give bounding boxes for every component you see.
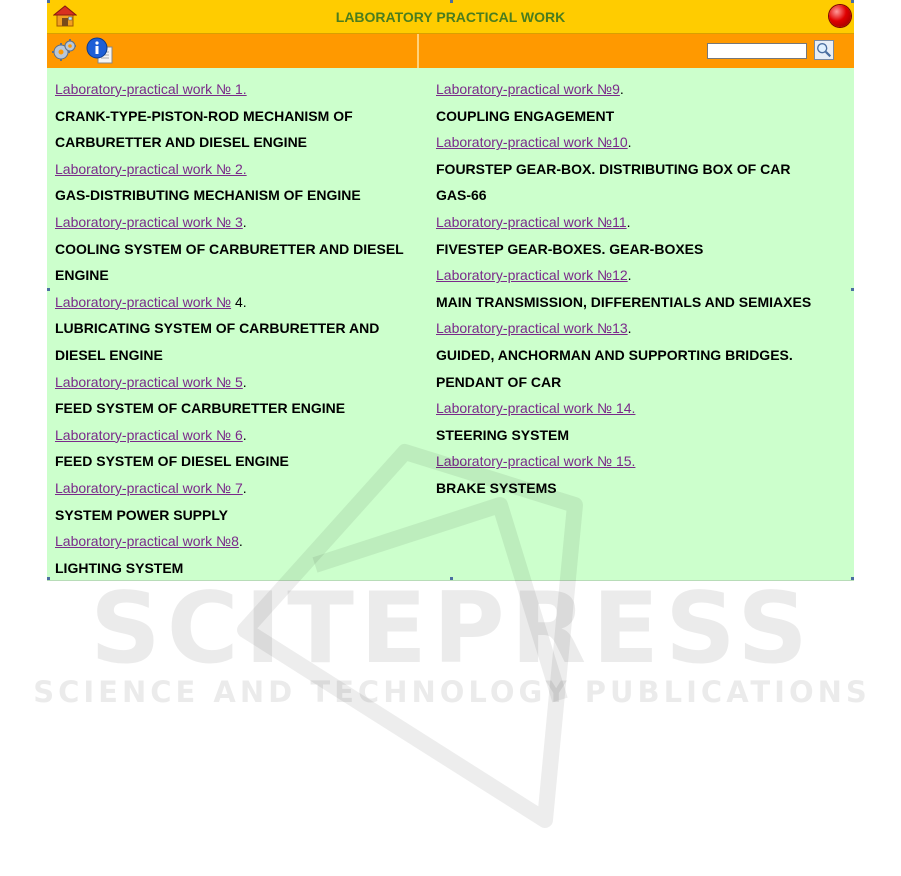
lab-work-link-row [55,369,415,396]
lab-work-link[interactable]: Laboratory-practical work № 5 [55,373,243,390]
lab-work-link-suffix: . [242,426,247,443]
lab-work-link-row [55,528,415,555]
lab-work-link-suffix: . [626,213,631,230]
lab-work-title: STEERING SYSTEM [436,426,570,443]
toolbar-divider [417,34,419,68]
lab-work-title: LIGHTING SYSTEM [55,559,184,576]
lab-work-link-row [55,209,415,236]
lab-work-link-suffix: . [242,213,247,230]
lab-work-link-row [436,209,846,236]
lab-work-link-suffix: . [619,81,624,97]
close-icon[interactable] [829,5,851,27]
window-title: LABORATORY PRACTICAL WORK [335,9,566,25]
lab-work-title: GUIDED, ANCHORMAN AND SUPPORTING BRIDGES. [436,346,793,363]
lab-work-link[interactable]: Laboratory-practical work №9 [436,81,620,97]
lab-work-link[interactable]: Laboratory-practical work №8 [55,533,239,550]
lab-work-link-row [436,76,846,103]
lab-work-title: FEED SYSTEM OF CARBURETTER ENGINE [55,400,346,417]
lab-work-title: ENGINE [55,267,109,284]
lab-work-link-row [436,262,846,289]
lab-work-link[interactable]: Laboratory-practical work № [55,293,232,310]
left-column [55,76,415,581]
frame-corner [851,577,854,580]
lab-work-link[interactable]: Laboratory-practical work № 7 [55,479,243,496]
watermark-text-main: SCITEPRESS [90,572,814,686]
frame-corner [450,577,453,580]
lab-work-link-row [55,76,415,103]
info-icon[interactable] [86,37,114,65]
right-column [436,76,846,502]
lab-work-title: GAS-DISTRIBUTING MECHANISM OF ENGINE [55,187,361,204]
lab-work-title: FIVESTEP GEAR-BOXES. GEAR-BOXES [436,240,704,257]
lab-work-link-row [55,289,415,316]
search-input[interactable] [707,43,807,59]
lab-work-link[interactable]: Laboratory-practical work №13 [436,320,628,337]
search-button[interactable] [814,40,834,60]
lab-work-link-row [436,448,846,475]
lab-work-title: CARBURETTER AND DIESEL ENGINE [55,134,308,151]
lab-work-link-suffix: . [627,320,632,337]
lab-work-title: LUBRICATING SYSTEM OF CARBURETTER AND [55,320,380,337]
lab-work-title: BRAKE SYSTEMS [436,479,557,496]
lab-work-title: COUPLING ENGAGEMENT [436,107,615,124]
lab-work-window [47,0,854,580]
lab-work-title: CRANK-TYPE-PISTON-ROD MECHANISM OF [55,107,353,124]
title-bar [47,0,854,34]
frame-corner [47,577,50,580]
magnifier-icon [815,41,833,59]
lab-work-link[interactable]: Laboratory-practical work № 1. [55,81,247,97]
lab-work-link-suffix: . [627,134,632,151]
lab-work-link-suffix: . [238,533,243,550]
lab-work-link[interactable]: Laboratory-practical work № 15. [436,453,636,470]
lab-work-link-suffix: . [242,373,247,390]
lab-work-title: FOURSTEP GEAR-BOX. DISTRIBUTING BOX OF CAR [436,160,791,177]
lab-work-link[interactable]: Laboratory-practical work № 6 [55,426,243,443]
lab-work-title: PENDANT OF CAR [436,373,562,390]
watermark-text-sub: SCIENCE AND TECHNOLOGY PUBLICATIONS [33,675,871,709]
lab-work-title: FEED SYSTEM OF DIESEL ENGINE [55,453,289,470]
lab-work-title: DIESEL ENGINE [55,346,163,363]
frame-corner [851,0,854,3]
lab-work-link-row [436,395,846,422]
lab-work-link-suffix: . [627,267,632,284]
lab-work-link-row [436,315,846,342]
lab-work-link[interactable]: Laboratory-practical work №10 [436,134,628,151]
lab-work-link-row [436,129,846,156]
lab-work-link-row [55,475,415,502]
lab-work-link[interactable]: Laboratory-practical work № 14. [436,400,636,417]
lab-work-link-suffix: 4. [231,293,247,310]
lab-work-title: COOLING SYSTEM OF CARBURETTER AND DIESEL [55,240,404,257]
settings-icon[interactable] [51,38,77,64]
lab-work-link[interactable]: Laboratory-practical work №12 [436,267,628,284]
lab-work-link[interactable]: Laboratory-practical work № 2. [55,160,247,177]
content-area [47,68,854,581]
lab-work-title: GAS-66 [436,187,487,204]
lab-work-link[interactable]: Laboratory-practical work № 3 [55,213,243,230]
toolbar [47,34,854,68]
lab-work-link-row [55,156,415,183]
frame-corner [47,0,50,3]
frame-corner [47,288,50,291]
lab-work-link[interactable]: Laboratory-practical work №11 [436,213,627,230]
lab-work-link-row [55,422,415,449]
frame-corner [450,0,453,3]
frame-corner [851,288,854,291]
lab-work-title: SYSTEM POWER SUPPLY [55,506,228,523]
lab-work-title: MAIN TRANSMISSION, DIFFERENTIALS AND SEMIAXES [436,293,812,310]
lab-work-link-suffix: . [242,479,247,496]
